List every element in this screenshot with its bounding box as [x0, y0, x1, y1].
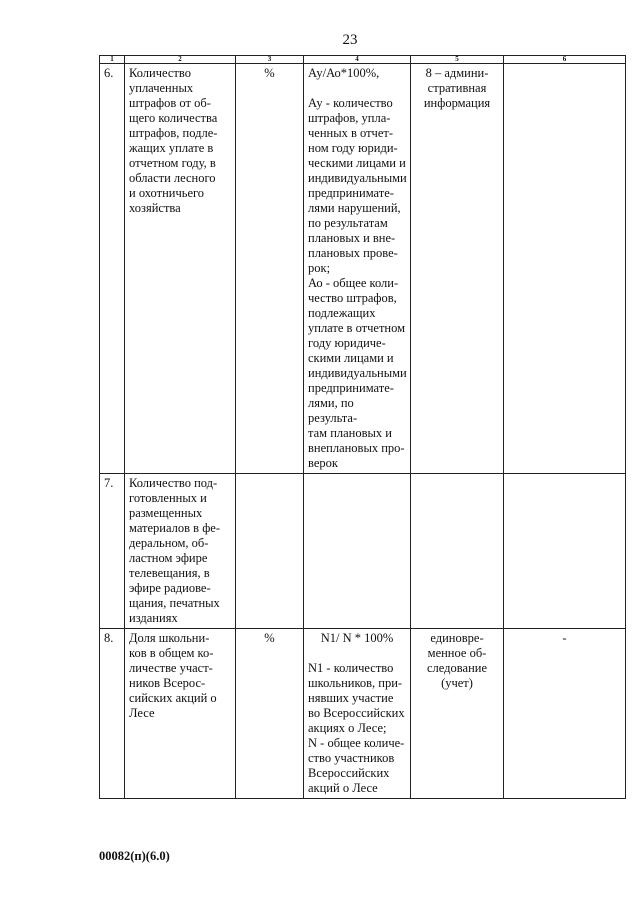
row-number: 8. — [100, 629, 125, 799]
extra-column — [504, 474, 626, 629]
formula-cell — [304, 474, 411, 629]
column-number: 3 — [236, 56, 304, 64]
indicator-name: Количество уплаченных штрафов от об- щего количества штрафов, подле- жащих уплате в отчетном году, в области лесного и охотничьего хозяйства — [125, 64, 236, 474]
data-source — [411, 474, 504, 629]
table-row — [100, 474, 626, 629]
unit — [236, 474, 304, 629]
column-number: 5 — [411, 56, 504, 64]
column-number-row — [100, 56, 626, 64]
table-row — [100, 64, 626, 474]
extra-column — [504, 64, 626, 474]
row-number: 7. — [100, 474, 125, 629]
row-number: 6. — [100, 64, 125, 474]
table-row — [100, 629, 626, 799]
document-code: 00082(п)(6.0) — [99, 849, 170, 863]
column-number: 4 — [304, 56, 411, 64]
indicators-table — [99, 55, 626, 799]
unit: % — [236, 629, 304, 799]
data-source: единовре- менное об- следование (учет) — [411, 629, 504, 799]
formula-cell — [304, 629, 411, 799]
column-number: 2 — [125, 56, 236, 64]
formula-cell — [304, 64, 411, 474]
column-number: 1 — [100, 56, 125, 64]
data-source: 8 – админи- стративная информация — [411, 64, 504, 474]
column-number: 6 — [504, 56, 626, 64]
indicator-name: Количество под- готовленных и размещенных материалов в фе- деральном, об- ластном эфире телевещания, в эфире радиове- щания, печатных изданиях — [125, 474, 236, 629]
formula: Ау/Ао*100%, — [308, 66, 380, 80]
unit: % — [236, 64, 304, 474]
formula-description: Ау - количество штрафов, упла- ченных в отчет- ном году юриди- ческими лицами и индивидуальными предпринимате- лями нарушений, по результатам плановых и вне- плановых прове- рок; Ао - общее коли- чество штрафов, подлежащих уплате в отчетном году юридиче- скими лицами и индивидуальными предпринимате- лями, по результа- там плановых и внеплановых про- верок — [308, 96, 407, 470]
extra-column: - — [504, 629, 626, 799]
indicator-name: Доля школьни- ков в общем ко- личестве участ- ников Всерос- сийских акций о Лесе — [125, 629, 236, 799]
page-number: 23 — [342, 32, 358, 48]
formula: N1/ N * 100% — [320, 631, 394, 645]
formula-description: N1 - количество школьников, при- нявших участие во Всероссийских акциях о Лесе; N - общее количе- ство участников Всероссийских акций о Лесе — [308, 661, 405, 795]
